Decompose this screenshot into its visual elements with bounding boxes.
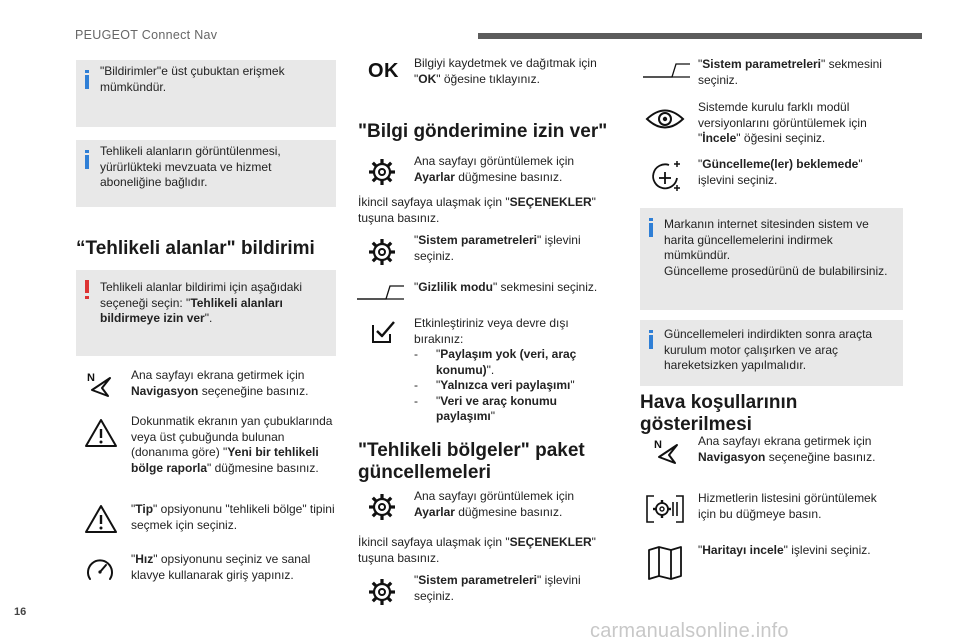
step-text: "Hız" opsiyonunu seçiniz ve sanal klavye kullanarak giriş yapınız. bbox=[131, 552, 311, 582]
ok-icon: OK bbox=[368, 60, 399, 82]
step-text: Dokunmatik ekranın yan çubuklarında veya üst çubuğunda bulunan (donanıma göre) "Yeni bir tehlikeli bölge raporla" düğmesine basınız. bbox=[131, 414, 333, 475]
info-note-danger-zones bbox=[76, 140, 336, 207]
step-text: "Sistem parametreleri" işlevini seçiniz. bbox=[414, 573, 581, 603]
checkbox-icon bbox=[368, 318, 398, 346]
info-note-text: "Bildirimler"e üst çubuktan erişmek mümkündür. bbox=[100, 64, 285, 94]
step-text: "Gizlilik modu" sekmesini seçiniz. bbox=[414, 280, 598, 294]
info-icon bbox=[85, 70, 89, 89]
option-list bbox=[414, 347, 614, 425]
step-text: Hizmetlerin listesini görüntülemek için bu düğmeye basın. bbox=[698, 491, 877, 521]
svg-text:N: N bbox=[654, 439, 662, 451]
warning-icon bbox=[85, 280, 89, 299]
tab-icon bbox=[356, 282, 406, 302]
step-text: Bilgiyi kaydetmek ve dağıtmak için "OK" öğesine tıklayınız. bbox=[414, 56, 597, 86]
step-text: "Sistem parametreleri" işlevini seçiniz. bbox=[414, 233, 581, 263]
section-heading-allow-info: "Bilgi gönderimine izin ver" bbox=[358, 121, 608, 142]
step-text: Etkinleştiriniz veya devre dışı bırakınız: bbox=[414, 316, 569, 346]
navigation-icon bbox=[86, 370, 114, 400]
apps-services-icon bbox=[644, 493, 686, 525]
step-text: "Güncelleme(ler) beklemede" işlevini seçiniz. bbox=[698, 157, 863, 187]
list-item: - "Yalnızca veri paylaşımı" bbox=[414, 378, 575, 392]
step-text: Ana sayfayı görüntülemek için Ayarlar düğmesine basınız. bbox=[414, 489, 575, 519]
section-heading-weather: Hava koşullarının gösterilmesi bbox=[640, 392, 798, 435]
step-text: Ana sayfayı ekrana getirmek için Navigasyon seçeneğine basınız. bbox=[698, 434, 876, 464]
speedometer-icon bbox=[84, 555, 116, 585]
update-pending-icon bbox=[647, 158, 683, 194]
info-note-install bbox=[640, 320, 903, 386]
svg-text:N: N bbox=[87, 372, 95, 384]
gear-icon bbox=[367, 577, 397, 607]
watermark: carmanualsonline.info bbox=[590, 620, 789, 642]
header-divider bbox=[478, 33, 922, 39]
step-text: "Haritayı incele" işlevini seçiniz. bbox=[698, 543, 871, 557]
step-text: Ana sayfayı ekrana getirmek için Navigasyon seçeneğine basınız. bbox=[131, 368, 309, 398]
step-text: "Sistem parametreleri" sekmesini seçiniz. bbox=[698, 57, 882, 87]
info-note-downloads bbox=[640, 208, 903, 310]
info-note-text: Tehlikeli alanların görüntülenmesi, yürürlükteki mevzuata ve hizmet aboneliğine bağlıdır. bbox=[100, 144, 281, 189]
info-icon bbox=[649, 330, 653, 349]
info-note-text: Güncellemeleri indirdikten sonra araçta kurulum motor çalışırken ve araç hareketsizken yapılmalıdır. bbox=[664, 327, 873, 372]
step-text: "Tip" opsiyonunu "tehlikeli bölge" tipini seçmek için seçiniz. bbox=[131, 502, 335, 532]
tab-icon bbox=[642, 60, 692, 80]
step-text: Sistemde kurulu farklı modül versiyonlarını görüntülemek için "İncele" öğesini seçiniz. bbox=[698, 100, 867, 145]
info-note-notifications bbox=[76, 60, 336, 127]
info-note-text: Markanın internet sitesinden sistem ve harita güncellemelerini indirmek mümkündür. Güncelleme prosedürünü de bulabilirsiniz. bbox=[664, 217, 888, 278]
list-item: - "Paylaşım yok (veri, araç konumu)". bbox=[414, 347, 577, 377]
section-heading-danger-notification: “Tehlikeli alanlar" bildirimi bbox=[76, 238, 315, 259]
header-title: PEUGEOT Connect Nav bbox=[75, 28, 218, 42]
map-icon bbox=[647, 545, 683, 581]
gear-icon bbox=[367, 237, 397, 267]
eye-icon bbox=[644, 104, 686, 134]
warning-note-allow-report bbox=[76, 270, 336, 356]
page-number: 16 bbox=[14, 606, 27, 618]
warning-note-text: Tehlikeli alanlar bildirimi için aşağıdaki seçeneği seçin: "Tehlikeli alanları bildirmeye izin ver". bbox=[100, 280, 303, 325]
step-text: Ana sayfayı görüntülemek için Ayarlar düğmesine basınız. bbox=[414, 154, 575, 184]
gear-icon bbox=[367, 492, 397, 522]
list-item: - "Veri ve araç konumu paylaşımı" bbox=[414, 393, 557, 423]
navigation-icon bbox=[653, 437, 681, 467]
section-heading-danger-packages: "Tehlikeli bölgeler" paket güncellemeleri bbox=[358, 440, 585, 483]
step-text: İkincil sayfaya ulaşmak için "SEÇENEKLER" tuşuna basınız. bbox=[358, 535, 596, 565]
info-icon bbox=[649, 218, 653, 237]
info-icon bbox=[85, 150, 89, 169]
warning-triangle-icon bbox=[84, 504, 118, 534]
toggle-options bbox=[414, 316, 614, 425]
gear-icon bbox=[367, 157, 397, 187]
warning-triangle-icon bbox=[84, 418, 118, 448]
step-text: İkincil sayfaya ulaşmak için "SEÇENEKLER" tuşuna basınız. bbox=[358, 195, 596, 225]
